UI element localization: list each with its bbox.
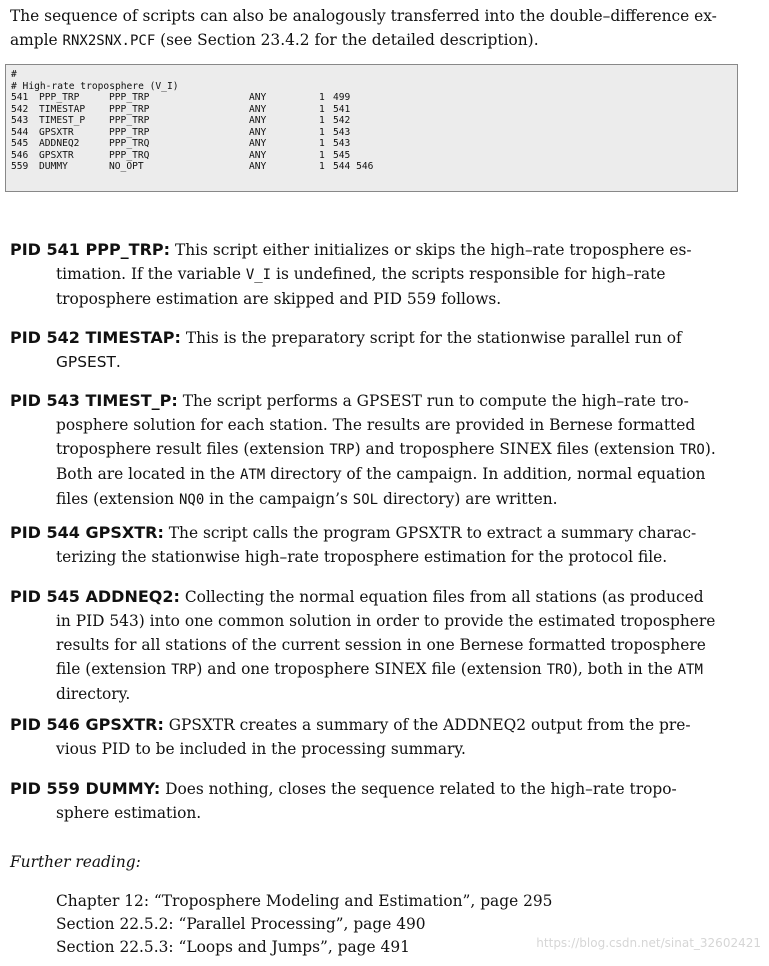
code-cell-opt: PPP_TRP xyxy=(109,115,150,126)
code-row xyxy=(11,127,737,139)
pid-desc-line xyxy=(10,462,738,487)
text-fragment: vious PID to be included in the processing summary. xyxy=(56,740,466,758)
code-cell-script: TIMEST_P xyxy=(39,115,86,126)
text-fragment: directory. xyxy=(56,685,131,703)
pid-heading: PID 543 TIMEST_P: xyxy=(10,391,178,410)
pid-heading: PID 545 ADDNEQ2: xyxy=(10,587,180,606)
code-cell-pid: 542 xyxy=(11,103,29,115)
text-fragment: timation. If the variable xyxy=(56,265,246,283)
pcf-code-block xyxy=(5,64,738,192)
intro-line-2-pre: ample xyxy=(10,31,63,49)
pid-desc-line xyxy=(10,801,738,825)
code-cell-cpu: ANY xyxy=(249,161,267,172)
further-reading-list xyxy=(56,890,552,959)
code-cell-opt: PPP_TRQ xyxy=(109,138,150,149)
code-term: TRP xyxy=(171,662,197,678)
pid-desc-line: Does nothing, closes the sequence related to the high–rate tropo- xyxy=(165,780,677,798)
code-cell-pid: 541 xyxy=(11,92,29,103)
pid-heading: PID 546 GPSXTR: xyxy=(10,715,164,734)
text-fragment: . xyxy=(115,353,121,371)
code-cell-opt: PPP_TRP xyxy=(109,126,150,138)
code-cell-opt: PPP_TRQ xyxy=(109,149,150,161)
pid-desc-line xyxy=(10,737,738,761)
text-fragment: ). xyxy=(704,440,716,458)
code-term: NQ0 xyxy=(178,492,205,508)
text-fragment: directory) are written. xyxy=(378,490,558,508)
text-fragment: posphere solution for each station. The results are provided in Bernese formatted xyxy=(56,416,696,434)
code-cell-deps: 545 xyxy=(333,149,351,161)
pid-item xyxy=(10,585,738,706)
pid-desc-line xyxy=(10,657,738,682)
watermark-url: https://blog.csdn.net/sinat_32602421 xyxy=(536,936,761,950)
text-fragment: in the campaign’s xyxy=(204,490,353,508)
code-cell-script: PPP_TRP xyxy=(39,92,80,103)
code-cell-opt: PPP_TRP xyxy=(109,103,150,115)
pid-heading: PID 542 TIMESTAP: xyxy=(10,328,181,347)
code-cell-opt: PPP_TRP xyxy=(109,92,150,103)
pid-item xyxy=(10,713,738,761)
intro-line-2-post: (see Section 23.4.2 for the detailed description). xyxy=(155,31,539,49)
program-name: GPSEST xyxy=(56,353,116,371)
code-cell-script: DUMMY xyxy=(39,161,68,172)
text-fragment: files (extension xyxy=(56,490,179,508)
further-reading-title: Further reading: xyxy=(10,853,141,871)
code-cell-script: TIMESTAP xyxy=(39,103,86,115)
pid-desc-line xyxy=(10,682,738,706)
text-fragment: Both are located in the xyxy=(56,465,240,483)
pid-item xyxy=(10,389,738,512)
code-cell-cpu: ANY xyxy=(249,149,267,161)
code-cell-cpu: ANY xyxy=(249,138,267,149)
code-cell-deps: 543 xyxy=(333,138,351,149)
pid-desc-line xyxy=(10,262,738,287)
code-cell-deps: 542 xyxy=(333,115,351,126)
code-cell-script: GPSXTR xyxy=(39,149,74,161)
code-term: TRO xyxy=(546,662,572,678)
code-cell-wait: 1 xyxy=(319,138,325,149)
code-cell-pid: 546 xyxy=(11,149,29,161)
code-row xyxy=(11,104,737,116)
code-rows xyxy=(11,92,737,173)
text-fragment: file (extension xyxy=(56,660,172,678)
pid-desc-line: GPSXTR creates a summary of the ADDNEQ2 output from the pre- xyxy=(168,716,691,734)
code-header-title: # High-rate troposphere (V_I) xyxy=(11,80,179,92)
text-fragment: sphere estimation. xyxy=(56,804,202,822)
text-fragment: in PID 543) into one common solution in order to provide the estimated troposphere xyxy=(56,612,716,630)
pid-desc-line xyxy=(10,413,738,437)
text-fragment: results for all stations of the current session in one Bernese formatted troposphere xyxy=(56,636,706,654)
text-fragment: troposphere estimation are skipped and PID 559 follows. xyxy=(56,290,502,308)
code-term: TRO xyxy=(679,442,705,458)
code-row xyxy=(11,92,737,104)
intro-pcf-filename: RNX2SNX.PCF xyxy=(62,33,156,49)
text-fragment: terizing the stationwise high–rate troposphere estimation for the protocol file. xyxy=(56,548,668,566)
pid-heading: PID 544 GPSXTR: xyxy=(10,523,164,542)
code-row xyxy=(11,115,737,127)
text-fragment: ), both in the xyxy=(571,660,678,678)
pid-item xyxy=(10,326,738,374)
text-fragment: troposphere result files (extension xyxy=(56,440,330,458)
code-cell-wait: 1 xyxy=(319,92,325,103)
pid-desc-line: This is the preparatory script for the stationwise parallel run of xyxy=(185,329,682,347)
code-row xyxy=(11,161,737,173)
intro-paragraph xyxy=(10,4,738,53)
code-row xyxy=(11,150,737,162)
code-cell-deps: 541 xyxy=(333,103,351,115)
code-term: ATM xyxy=(239,467,266,483)
pid-item xyxy=(10,521,738,569)
code-cell-pid: 545 xyxy=(11,138,29,149)
pid-desc-line xyxy=(10,609,738,633)
code-term: V_I xyxy=(245,267,272,283)
pid-desc-line xyxy=(10,287,738,311)
code-term: ATM xyxy=(677,662,703,678)
code-term: TRP xyxy=(329,442,355,458)
pid-desc-line xyxy=(10,437,738,462)
pid-desc-line xyxy=(10,350,738,374)
code-cell-deps: 544 546 xyxy=(333,161,374,172)
code-cell-script: ADDNEQ2 xyxy=(39,138,80,149)
pid-item xyxy=(10,777,738,825)
code-row xyxy=(11,138,737,150)
reference-item: Chapter 12: “Troposphere Modeling and Estimation”, page 295 xyxy=(56,892,553,910)
code-cell-deps: 499 xyxy=(333,92,351,103)
code-cell-script: GPSXTR xyxy=(39,126,74,138)
code-cell-wait: 1 xyxy=(319,126,325,138)
pid-desc-line: The script performs a GPSEST run to compute the high–rate tro- xyxy=(182,392,689,410)
code-cell-wait: 1 xyxy=(319,149,325,161)
pid-desc-line xyxy=(10,633,738,657)
pid-desc-line: Collecting the normal equation files from all stations (as produced xyxy=(184,588,704,606)
code-header-hash: # xyxy=(11,69,17,80)
code-cell-deps: 543 xyxy=(333,126,351,138)
pid-heading: PID 541 PPP_TRP: xyxy=(10,240,171,259)
pid-desc-line xyxy=(10,545,738,569)
code-cell-pid: 559 xyxy=(11,161,29,172)
pid-item xyxy=(10,238,738,311)
code-cell-pid: 544 xyxy=(11,126,29,138)
reference-item: Section 22.5.2: “Parallel Processing”, page 490 xyxy=(56,915,426,933)
pid-heading: PID 559 DUMMY: xyxy=(10,779,161,798)
code-cell-wait: 1 xyxy=(319,161,325,172)
reference-item: Section 22.5.3: “Loops and Jumps”, page 491 xyxy=(56,938,410,956)
code-cell-pid: 543 xyxy=(11,115,29,126)
code-cell-cpu: ANY xyxy=(249,126,267,138)
code-cell-wait: 1 xyxy=(319,115,325,126)
code-cell-opt: NO_OPT xyxy=(109,161,144,172)
code-term: SOL xyxy=(352,492,379,508)
pid-desc-line xyxy=(10,487,738,512)
text-fragment: is undefined, the scripts responsible for high–rate xyxy=(271,265,666,283)
code-cell-cpu: ANY xyxy=(249,115,267,126)
pid-desc-line: The script calls the program GPSXTR to extract a summary charac- xyxy=(168,524,697,542)
code-cell-cpu: ANY xyxy=(249,103,267,115)
code-cell-cpu: ANY xyxy=(249,92,267,103)
text-fragment: directory of the campaign. In addition, normal equation xyxy=(265,465,706,483)
intro-line-1: The sequence of scripts can also be analogously transferred into the double–difference ex- xyxy=(10,7,717,25)
text-fragment: ) and one troposphere SINEX file (extension xyxy=(196,660,547,678)
code-cell-wait: 1 xyxy=(319,103,325,115)
pid-desc-line: This script either initializes or skips the high–rate troposphere es- xyxy=(174,241,692,259)
text-fragment: ) and troposphere SINEX files (extension xyxy=(354,440,680,458)
